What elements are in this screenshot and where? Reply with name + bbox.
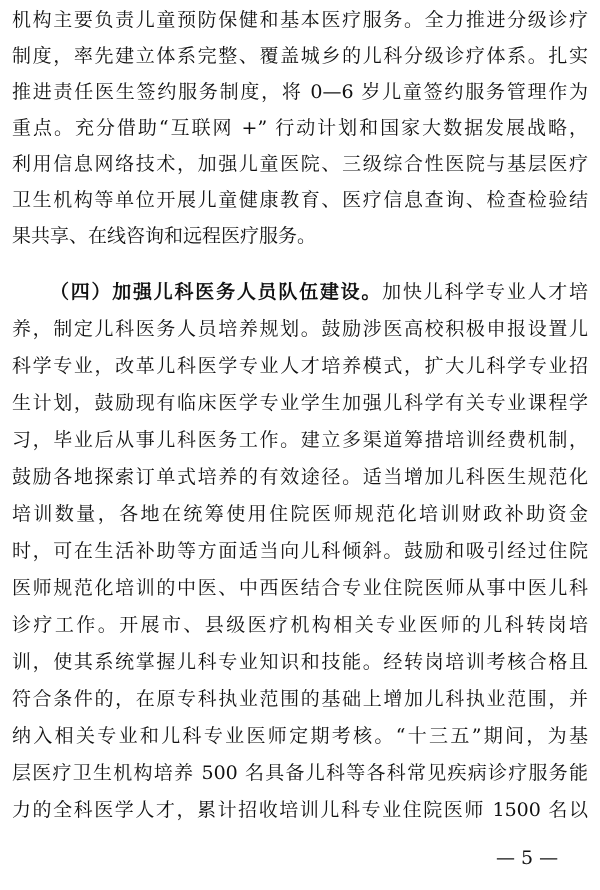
text-line: 推进责任医生签约服务制度，将 0—6 岁儿童签约服务管理作为: [12, 81, 588, 103]
text-line: 鼓励各地探索订单式培养的有效途径。适当增加儿科医生规范化: [12, 466, 588, 488]
section-4-heading-rest: 加快儿科学专业人才培: [382, 281, 588, 303]
text-line: 培训数量，各地在统筹使用住院医师规范化培训财政补助资金: [12, 503, 588, 525]
page-number: — 5 —: [496, 847, 559, 869]
text-line: 重点。充分借助“互联网 +” 行动计划和国家大数据发展战略，: [12, 117, 588, 139]
text-line: 利用信息网络技术，加强儿童医院、三级综合性医院与基层医疗: [12, 153, 588, 175]
text-line: 医师规范化培训的中医、中西医结合专业住院医师从事中医儿科: [12, 577, 588, 599]
text-line: 时，可在生活补助等方面适当向儿科倾斜。鼓励和吸引经过住院: [12, 540, 588, 562]
text-line: 诊疗工作。开展市、县级医疗机构相关专业医师的儿科转岗培: [12, 614, 588, 636]
text-line: 训，使其系统掌握儿科专业知识和技能。经转岗培训考核合格且: [12, 651, 588, 673]
section-4-first-line: [50, 274, 588, 310]
text-line: 纳入相关专业和儿科专业医师定期考核。“十三五”期间，为基: [12, 725, 588, 747]
text-line: 机构主要负责儿童预防保健和基本医疗服务。全力推进分级诊疗: [12, 9, 588, 31]
text-line: 卫生机构等单位开展儿童健康教育、医疗信息查询、检查检验结: [12, 189, 588, 211]
text-line: 养，制定儿科医务人员培养规划。鼓励涉医高校积极申报设置儿: [12, 318, 588, 340]
text-line: 层医疗卫生机构培养 500 名具备儿科等各科常见疾病诊疗服务能: [12, 762, 588, 784]
text-line: 力的全科医学人才，累计招收培训儿科专业住院医师 1500 名以: [12, 799, 588, 821]
text-line: 果共享、在线咨询和远程医疗服务。: [12, 225, 317, 247]
text-line: 习，毕业后从事儿科医务工作。建立多渠道筹措培训经费机制，: [12, 429, 588, 451]
text-line: 生计划，鼓励现有临床医学专业学生加强儿科学有关专业课程学: [12, 392, 588, 414]
text-line: 科学专业，改革儿科医学专业人才培养模式，扩大儿科学专业招: [12, 355, 588, 377]
text-line: 符合条件的，在原专科执业范围的基础上增加儿科执业范围，并: [12, 688, 588, 710]
text-line: 制度，率先建立体系完整、覆盖城乡的儿科分级诊疗体系。扎实: [12, 45, 588, 67]
section-4-heading: （四）加强儿科医务人员队伍建设。: [50, 281, 383, 303]
